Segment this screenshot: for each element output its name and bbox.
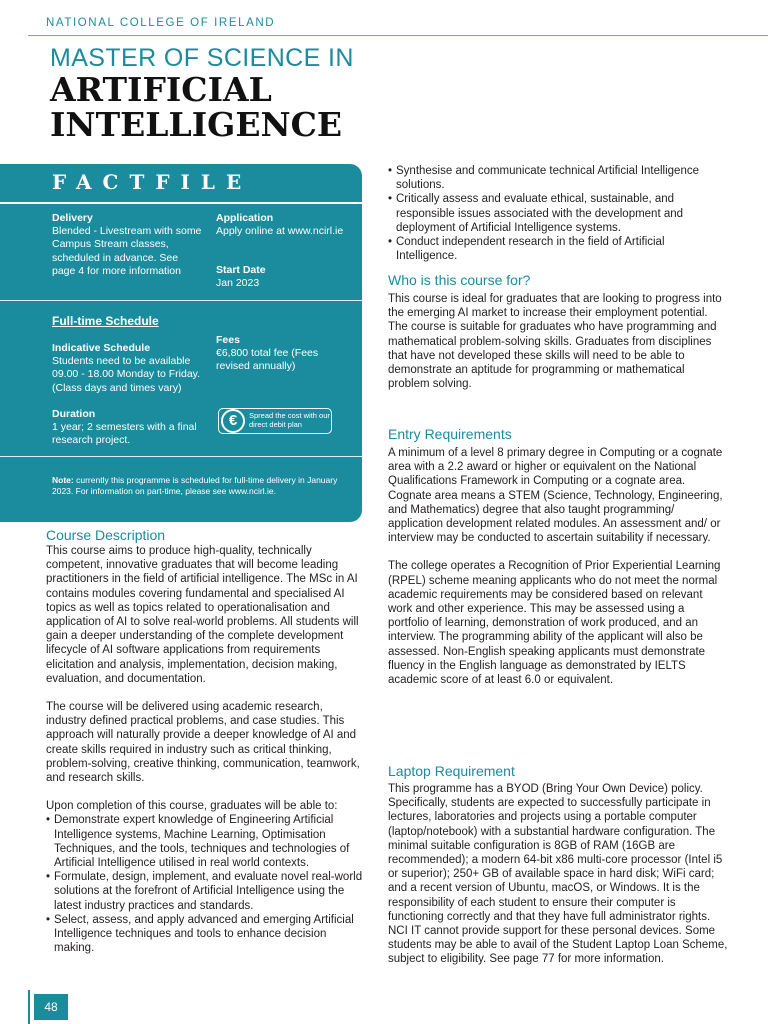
factfile-panel <box>0 164 362 522</box>
indicative-text: Students need to be available 09.00 - 18.00 Monday to Friday. (Class days and times vary) <box>52 355 201 394</box>
application-block <box>216 212 346 238</box>
factfile-title: FACTFILE <box>52 170 253 194</box>
outcomes-continued <box>388 164 728 263</box>
list-item: • Conduct independent research in the field of Artificial Intelligence. <box>388 235 728 263</box>
title-subtitle: MASTER OF SCIENCE IN <box>50 44 354 72</box>
euro-icon: € <box>221 409 245 433</box>
delivery-label: Delivery <box>52 212 93 224</box>
schedule-title: Full-time Schedule <box>52 314 159 328</box>
entry-requirements-body <box>388 446 728 687</box>
outcomes-list-left <box>46 813 364 955</box>
direct-debit-text: Spread the cost with our direct debit plan <box>249 411 330 429</box>
who-body: This course is ideal for graduates that are looking to progress into the emerging AI market to increase their employment potential. The course is suitable for graduates who have programming and mathematical problem-solving skills. Graduates from disciplines that have not developed these skills will need to be able to demonstrate an aptitude for programming or mathematical problem solving. <box>388 293 722 391</box>
fees-label: Fees <box>216 334 240 346</box>
start-date-block <box>216 264 346 290</box>
duration-text: 1 year; 2 semesters with a final research project. <box>52 421 197 447</box>
entry-requirements-p2: The college operates a Recognition of Prior Experiential Learning (RPEL) scheme meaning applicants who do not meet the normal academic requirements may be considered based on relevant work and other experience. This may be assessed using a portfolio of learning, demonstration of work produced, and an interview. The programming ability of the applicant will also be assessed. Non-English speaking applicants must demonstrate fluency in the English language as demonstrated by IELTS academic score of at least 6.0 or equivalent. <box>388 560 721 687</box>
page-title <box>50 72 342 142</box>
footer-rule <box>28 990 30 1024</box>
college-header: NATIONAL COLLEGE OF IRELAND <box>46 17 276 29</box>
list-item: • Formulate, design, implement, and evaluate novel real-world solutions at the forefront of Artificial Intelligence using the latest industry practices and standards. <box>46 870 364 913</box>
factfile-divider-1 <box>0 300 362 301</box>
fees-text: €6,800 total fee (Fees revised annually) <box>216 347 319 373</box>
direct-debit-badge <box>218 408 332 434</box>
list-item: • Critically assess and evaluate ethical, sustainable, and responsible issues associated with the development and deployment of Artificial Intelligence systems. <box>388 192 728 235</box>
page-number: 48 <box>34 994 68 1020</box>
factfile-note <box>52 475 352 497</box>
course-description-p2: The course will be delivered using academic research, industry defined practical problems, and case studies. This approach will naturally provide a deeper knowledge of AI and create skills required in industry such as critical thinking, problem-solving, creative thinking, communication, teamwork, and research skills. <box>46 701 360 785</box>
header-divider <box>28 35 768 36</box>
note-text: currently this programme is scheduled for full-time delivery in January 2023. For information on part-time, please see www.ncirl.ie. <box>52 475 338 496</box>
course-description-p1: This course aims to produce high-quality, technically competent, innovative graduates that will become leading practitioners in the field of artificial intelligence. The MSc in AI contains modules covering fundamental and specialised AI topics as well as topics related to operationalisation and application of AI to solve real-world problems. All students will gain a deeper understanding of the complete development lifecycle of AI software applications from requirements elicitation and analysis, implementation, decision making, evaluation, and documentation. <box>46 545 359 685</box>
course-description-heading: Course Description <box>46 527 166 543</box>
fees-block <box>216 334 346 374</box>
title-line-intelligence: INTELLIGENCE <box>50 105 343 144</box>
start-date-text: Jan 2023 <box>216 277 260 290</box>
duration-label: Duration <box>52 408 96 420</box>
delivery-text: Blended - Livestream with some Campus Stream classes, scheduled in advance. See page 4 for more information <box>52 225 202 277</box>
note-label: Note: <box>52 475 74 485</box>
laptop-requirement-heading: Laptop Requirement <box>388 763 515 779</box>
laptop-requirement-body: This programme has a BYOD (Bring Your Own Device) policy. Specifically, students are expected to successfully participate in lectures, laboratories and projects using a portable computer (laptop/notebook) with a substantial hardware configuration. The minimal suitable configuration is 8GB of RAM (16GB are recommended); a modern 64-bit x86 multi-core processor (Intel i5 or superior); 250+ GB of available space in hard disk; WiFi card; and a recent version of Ubuntu, macOS, or Windows. It is the responsibility of each student to ensure their computer is functioning correctly and that they have full administrator rights. NCI IT cannot provide support for these personal devices. Some students may be able to avail of the Student Laptop Loan Scheme, subject to eligibility. See page 77 for more information. <box>388 783 728 966</box>
title-line-artificial: ARTIFICIAL <box>50 70 272 109</box>
list-item: • Synthesise and communicate technical Artificial Intelligence solutions. <box>388 164 728 192</box>
delivery-block <box>52 212 202 278</box>
course-description-body <box>46 544 364 955</box>
application-text: Apply online at www.ncirl.ie <box>216 225 344 238</box>
list-item: • Demonstrate expert knowledge of Engineering Artificial Intelligence systems, Machine Learning, Optimisation Techniques, and the tools, techniques and technologies of Artificial Intelligence utilised in real world contexts. <box>46 813 364 870</box>
entry-requirements-heading: Entry Requirements <box>388 426 512 442</box>
course-description-p3: Upon completion of this course, graduates will be able to: <box>46 800 338 813</box>
who-heading: Who is this course for? <box>388 272 531 288</box>
list-item: • Select, assess, and apply advanced and emerging Artificial Intelligence techniques and tools to enhance decision making. <box>46 913 364 956</box>
outcomes-list-right <box>388 164 728 263</box>
duration-block <box>52 408 207 448</box>
indicative-schedule-block <box>52 342 204 395</box>
factfile-divider-2 <box>0 456 362 457</box>
application-label: Application <box>216 212 274 224</box>
factfile-title-bar <box>0 164 362 204</box>
entry-requirements-p1: A minimum of a level 8 primary degree in Computing or a cognate area with a 2.2 award or higher or equivalent on the National Qualifications Framework in Computing or a cognate area. Cognate area means a STEM (Science, Technology, Engineering, and Mathematics) degree that also taught programming/ application development related modules. An assessment and/ or interview may be conducted to ascertain suitability if necessary. <box>388 447 723 545</box>
start-date-label: Start Date <box>216 264 266 276</box>
indicative-label: Indicative Schedule <box>52 342 151 354</box>
